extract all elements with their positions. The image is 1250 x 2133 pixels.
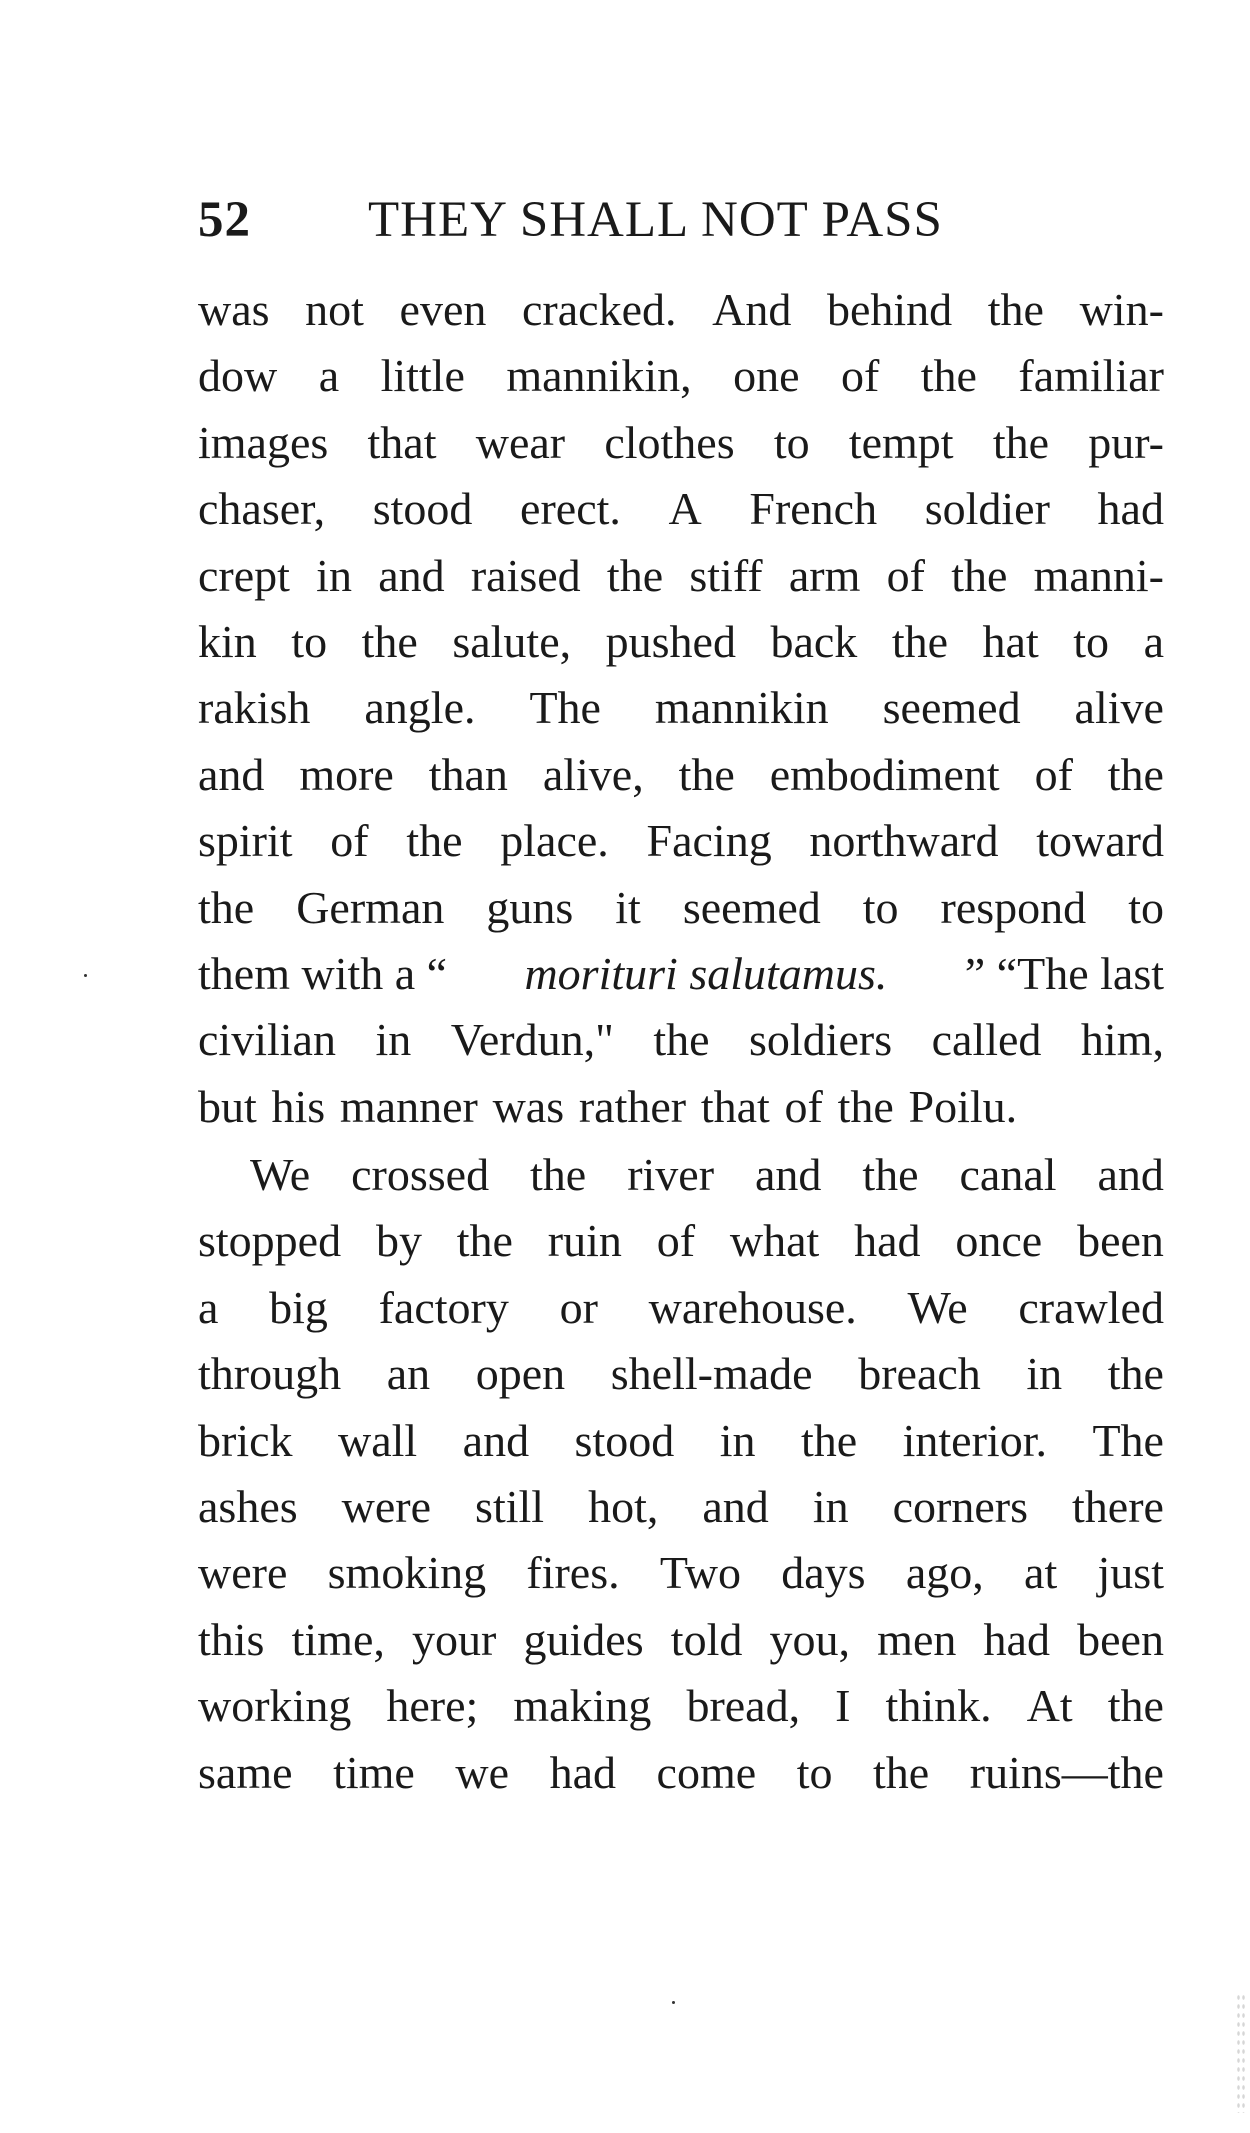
- word: corners: [892, 1481, 1028, 1533]
- word: the: [951, 549, 1008, 601]
- word: A: [668, 483, 702, 535]
- text-line: [198, 410, 1164, 476]
- word: guides: [523, 1613, 644, 1665]
- word: ago,: [905, 1547, 984, 1599]
- word: the: [456, 1215, 513, 1267]
- word: a: [1143, 615, 1164, 667]
- word: At: [1026, 1680, 1073, 1732]
- word: ruins—the: [969, 1746, 1164, 1798]
- text-line: [198, 1074, 1164, 1140]
- word: were: [341, 1481, 432, 1533]
- word: it: [615, 881, 641, 933]
- text-line: [198, 543, 1164, 609]
- word: hat: [982, 615, 1039, 667]
- word: to: [1073, 615, 1110, 667]
- page-header: [198, 190, 1168, 250]
- word: bread,: [686, 1680, 801, 1732]
- word: alive,: [542, 748, 644, 800]
- word: there: [1072, 1481, 1164, 1533]
- body-text: [198, 277, 1164, 1806]
- word: of: [1034, 748, 1073, 800]
- word: northward: [809, 815, 999, 867]
- word: and: [462, 1414, 530, 1466]
- word: the: [1107, 748, 1164, 800]
- word: a: [198, 1281, 219, 1333]
- word: crossed: [351, 1149, 490, 1201]
- word: rakish: [198, 682, 311, 734]
- paragraph-2: [198, 1142, 1164, 1806]
- word: in: [1026, 1348, 1063, 1400]
- word: pur-: [1088, 416, 1164, 468]
- word: behind: [826, 284, 953, 335]
- word: The: [1092, 1414, 1164, 1466]
- word: and: [1097, 1149, 1164, 1201]
- text-line: [198, 1341, 1164, 1407]
- word: of: [886, 549, 925, 601]
- word: shell-made: [610, 1348, 813, 1400]
- word: to: [862, 881, 899, 933]
- word: the: [361, 615, 418, 667]
- word: by: [375, 1215, 422, 1267]
- word: French: [749, 483, 878, 535]
- word: and: [378, 549, 445, 601]
- word: guns: [486, 881, 574, 933]
- word: making: [513, 1680, 652, 1732]
- word: days: [781, 1547, 866, 1599]
- word: of: [330, 815, 369, 867]
- page-edge-marks: [1236, 1993, 1246, 2113]
- word: And: [712, 284, 792, 335]
- text-line: [198, 476, 1164, 542]
- word: not: [305, 284, 364, 335]
- word: and: [198, 748, 265, 800]
- word: smoking: [327, 1547, 487, 1599]
- word: in: [375, 1014, 412, 1066]
- word: alive: [1074, 682, 1164, 734]
- word: working: [198, 1680, 352, 1732]
- word: seemed: [882, 682, 1021, 734]
- word: mannikin: [654, 682, 829, 734]
- word: hot,: [588, 1481, 659, 1533]
- word: tempt: [848, 416, 954, 468]
- word: embodiment: [769, 748, 1000, 800]
- word: even: [399, 284, 487, 335]
- word: we: [455, 1746, 510, 1798]
- word: told: [670, 1613, 743, 1665]
- word: and: [754, 1149, 822, 1201]
- word: spirit: [198, 815, 293, 867]
- word: clothes: [604, 416, 735, 468]
- word: time,: [291, 1613, 385, 1665]
- word: place.: [500, 815, 609, 867]
- word: men: [877, 1613, 957, 1665]
- word: the: [837, 1080, 894, 1132]
- word: had: [983, 1613, 1050, 1665]
- word: stood: [574, 1414, 675, 1466]
- text-line: [198, 277, 1164, 343]
- word: the: [406, 815, 463, 867]
- word: angle.: [364, 682, 476, 734]
- word: little: [380, 350, 465, 402]
- word: through: [198, 1348, 342, 1400]
- word: same: [198, 1746, 293, 1798]
- word: the: [1107, 1680, 1164, 1732]
- word: to: [773, 416, 810, 468]
- word: manner: [339, 1080, 478, 1132]
- ink-speck: [672, 2001, 675, 2004]
- word: toward: [1036, 815, 1164, 867]
- word: still: [475, 1481, 545, 1533]
- word: stiff: [689, 549, 763, 601]
- word: the: [920, 350, 977, 402]
- word: civilian: [198, 1014, 336, 1066]
- word: had: [1097, 483, 1164, 535]
- word: Two: [659, 1547, 741, 1599]
- word: soldier: [924, 483, 1050, 535]
- word: here;: [386, 1680, 479, 1732]
- text-line: [198, 1142, 1164, 1208]
- word: dow: [198, 350, 278, 402]
- word: the: [891, 615, 949, 667]
- text-line: [198, 609, 1164, 675]
- word: chaser,: [198, 483, 326, 535]
- word: or: [559, 1281, 598, 1333]
- word: crept: [198, 549, 290, 601]
- word: just: [1097, 1547, 1164, 1599]
- word: wall: [337, 1414, 418, 1466]
- word: and: [702, 1481, 769, 1533]
- word: German: [296, 881, 445, 933]
- text-line: [198, 1208, 1164, 1274]
- word: brick: [198, 1414, 293, 1466]
- word: pushed: [605, 615, 736, 667]
- word: cracked.: [522, 284, 677, 335]
- text-line-quote: [198, 941, 1164, 1007]
- quote-after: ” “The last: [964, 947, 1164, 999]
- ink-speck: [84, 974, 87, 977]
- word: the: [530, 1149, 587, 1201]
- text-line: [198, 1540, 1164, 1606]
- word: ruin: [547, 1215, 622, 1267]
- page-number: 52: [198, 192, 251, 248]
- word: been: [1077, 1613, 1164, 1665]
- word: warehouse.: [648, 1281, 857, 1333]
- word: his: [271, 1080, 326, 1132]
- word: of: [656, 1215, 696, 1267]
- word: raised: [470, 549, 581, 601]
- word: images: [198, 416, 329, 468]
- word: respond: [940, 881, 1087, 933]
- word: the: [678, 748, 735, 800]
- word: an: [386, 1348, 431, 1400]
- word: We: [907, 1281, 968, 1333]
- word: come: [656, 1746, 757, 1798]
- word: this: [198, 1613, 265, 1665]
- word: than: [428, 748, 508, 800]
- text-line: [198, 343, 1164, 409]
- text-line: [198, 675, 1164, 741]
- word: the: [606, 549, 664, 601]
- word: the: [873, 1746, 930, 1798]
- word: to: [1128, 881, 1164, 933]
- word: Poilu.: [908, 1080, 1018, 1132]
- latin-quote: morituri salutamus.: [524, 947, 888, 999]
- word: time: [333, 1746, 415, 1798]
- word: you,: [769, 1613, 851, 1665]
- word: manni-: [1033, 549, 1164, 601]
- word: of: [840, 350, 880, 402]
- word: wear: [475, 416, 566, 468]
- word: river: [627, 1149, 715, 1201]
- word: once: [955, 1215, 1043, 1267]
- word: Facing: [646, 815, 772, 867]
- word: the: [992, 416, 1050, 468]
- text-line: [198, 808, 1164, 874]
- word: The: [529, 682, 601, 734]
- word: canal: [959, 1149, 1057, 1201]
- text-line: [198, 1740, 1164, 1806]
- word: familiar: [1018, 350, 1164, 402]
- word: more: [299, 748, 394, 800]
- word: called: [931, 1014, 1042, 1066]
- text-line: [198, 1408, 1164, 1474]
- word: of: [784, 1080, 823, 1132]
- word: had: [854, 1215, 921, 1267]
- text-line: [198, 1007, 1164, 1073]
- word: were: [198, 1547, 288, 1599]
- text-line: [198, 742, 1164, 808]
- word: in: [812, 1481, 849, 1533]
- word: seemed: [682, 881, 821, 933]
- text-line: [198, 1607, 1164, 1673]
- word: the: [653, 1014, 710, 1066]
- word: stopped: [198, 1215, 342, 1267]
- text-line: [198, 875, 1164, 941]
- word: the: [1107, 1348, 1164, 1400]
- word: him,: [1080, 1014, 1164, 1066]
- word: We: [250, 1149, 311, 1201]
- paragraph-1: [198, 277, 1164, 1140]
- word: the: [987, 284, 1044, 335]
- word: to: [291, 615, 328, 667]
- word: that: [700, 1080, 770, 1132]
- word: mannikin,: [506, 350, 692, 402]
- word: the: [800, 1414, 858, 1466]
- word: ashes: [198, 1481, 298, 1533]
- word: open: [475, 1348, 566, 1400]
- word: kin: [198, 615, 257, 667]
- word: in: [719, 1414, 756, 1466]
- word: stood: [372, 483, 473, 535]
- word: rather: [578, 1080, 687, 1132]
- word: breach: [858, 1348, 981, 1400]
- word: but: [198, 1080, 257, 1132]
- word: a: [318, 350, 340, 402]
- word: your: [412, 1613, 497, 1665]
- word: been: [1077, 1215, 1164, 1267]
- quote-before: them with a “: [198, 947, 448, 999]
- word: big: [269, 1281, 328, 1333]
- word: think.: [885, 1680, 992, 1732]
- text-line: [198, 1275, 1164, 1341]
- word: Verdun,": [450, 1014, 614, 1066]
- word: that: [367, 416, 437, 468]
- word: factory: [378, 1281, 509, 1333]
- word: erect.: [520, 483, 621, 535]
- word: to: [796, 1746, 833, 1798]
- running-title: THEY SHALL NOT PASS: [368, 192, 943, 248]
- word: crawled: [1018, 1281, 1164, 1333]
- word: what: [729, 1215, 820, 1267]
- word: was: [198, 284, 270, 335]
- word: salute,: [452, 615, 572, 667]
- word: win-: [1079, 284, 1164, 335]
- word: I: [835, 1680, 851, 1732]
- word: interior.: [902, 1414, 1047, 1466]
- word: one: [733, 350, 800, 402]
- word: arm: [788, 549, 861, 601]
- text-line: [198, 1673, 1164, 1739]
- word: was: [492, 1080, 565, 1132]
- text-line: [198, 1474, 1164, 1540]
- word: soldiers: [749, 1014, 893, 1066]
- word: the: [862, 1149, 919, 1201]
- word: in: [316, 549, 352, 601]
- word: had: [549, 1746, 616, 1798]
- word: back: [770, 615, 858, 667]
- word: fires.: [526, 1547, 620, 1599]
- word: the: [198, 881, 255, 933]
- word: at: [1024, 1547, 1058, 1599]
